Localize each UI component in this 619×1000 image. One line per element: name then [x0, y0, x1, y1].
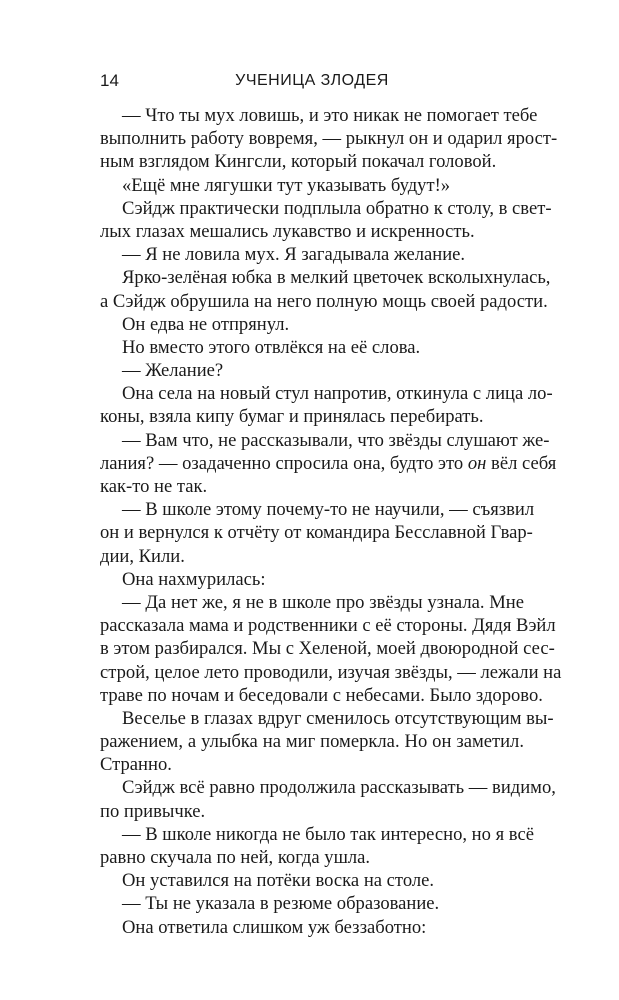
text-line: он и вернулся к отчёту от командира Бесславной Гвар-	[100, 522, 533, 544]
text-line: Он уставился на потёки воска на столе.	[122, 870, 435, 892]
text-line: — В школе никогда не было так интересно, но я всё	[122, 823, 534, 845]
text-line: Сэйдж всё равно продолжила рассказывать — видимо,	[122, 777, 556, 799]
page-number: 14	[100, 71, 119, 90]
text-line: выполнить работу вовремя, — рыкнул он и одарил ярост-	[100, 128, 558, 150]
text-line: ражением, а улыбка на миг померкла. Но он заметил.	[100, 731, 524, 753]
text-line: лания? — озадаченно спросила она, будто это он вёл себя	[100, 452, 557, 474]
text-line: равно скучала по ней, когда ушла.	[100, 847, 371, 868]
text-line: а Сэйдж обрушила на него полную мощь своей радости.	[100, 290, 548, 312]
text-line: Странно.	[100, 754, 172, 776]
text-body	[100, 104, 562, 939]
text-line: Она села на новый стул напротив, откинула с лица ло-	[122, 383, 553, 405]
text-line: — Да нет же, я не в школе про звёзды узнала. Мне	[122, 591, 524, 613]
text-line: рассказала мама и родственники с её стороны. Дядя Вэйл	[100, 615, 556, 637]
text-line: Он едва не отпрянул.	[122, 313, 290, 335]
text-line: Она нахмурилась:	[122, 568, 266, 590]
text-line: коны, взяла кипу бумаг и принялась перебирать.	[100, 406, 484, 428]
running-head	[100, 69, 524, 93]
text-line: ным взглядом Кингсли, который покачал головой.	[100, 151, 497, 173]
text-line: в этом разбирался. Мы с Хеленой, моей двоюродной сес-	[100, 638, 555, 660]
text-line: — Я не ловила мух. Я загадывала желание.	[122, 244, 466, 266]
text-line: траве по ночам и беседовали с небесами. Было здорово.	[100, 684, 543, 706]
text-line: «Ещё мне лягушки тут указывать будут!»	[122, 174, 451, 196]
running-title: УЧЕНИЦА ЗЛОДЕЯ	[235, 72, 389, 89]
text-line: — Вам что, не рассказывали, что звёзды слушают же-	[122, 429, 550, 451]
text-line: строй, целое лето проводили, изучая звёзды, — лежали на	[100, 661, 562, 683]
text-line: — Желание?	[122, 360, 224, 382]
italic-emphasis: он	[467, 452, 487, 474]
text-line: — Что ты мух ловишь, и это никак не помогает тебе	[122, 105, 538, 126]
text-line: — Ты не указала в резюме образование.	[122, 893, 440, 915]
text-line: Сэйдж практически подплыла обратно к столу, в свет-	[122, 197, 552, 219]
text-line: как-то не так.	[100, 476, 208, 497]
text-line: по привычке.	[100, 800, 206, 822]
text-line: Она ответила слишком уж беззаботно:	[122, 916, 427, 938]
text-line: лых глазах мешались лукавство и искренность.	[100, 220, 475, 242]
text-line: дии, Кили.	[100, 545, 185, 567]
text-line: — В школе этому почему-то не научили, — съязвил	[122, 499, 535, 521]
text-line: Но вместо этого отвлёкся на её слова.	[122, 336, 421, 358]
text-line: Веселье в глазах вдруг сменилось отсутствующим вы-	[122, 707, 554, 729]
text-line: Ярко-зелёная юбка в мелкий цветочек всколыхнулась,	[122, 267, 551, 289]
